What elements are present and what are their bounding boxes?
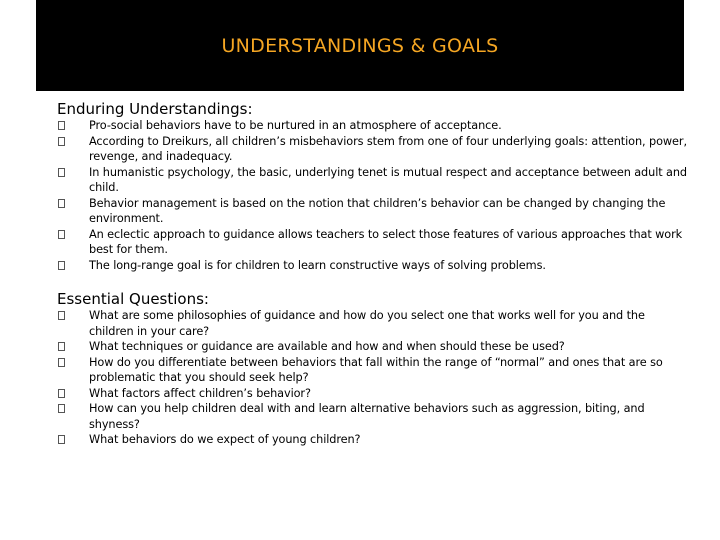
list-item: An eclectic approach to guidance allows teachers to select those features of various approaches that work best for them.	[57, 227, 687, 258]
bullet-icon	[58, 404, 65, 413]
bullet-icon	[58, 435, 65, 444]
essential-questions-heading: Essential Questions:	[57, 290, 209, 308]
bullet-icon	[58, 137, 65, 146]
list-item: What behaviors do we expect of young children?	[57, 432, 687, 448]
list-item: In humanistic psychology, the basic, underlying tenet is mutual respect and acceptance between adult and child.	[57, 165, 687, 196]
bullet-icon	[58, 389, 65, 398]
enduring-understandings-section	[57, 100, 687, 273]
list-item: Pro-social behaviors have to be nurtured in an atmosphere of acceptance.	[57, 118, 687, 134]
bullet-icon	[58, 311, 65, 320]
page-title: UNDERSTANDINGS & GOALS	[221, 34, 499, 57]
bullet-icon	[58, 342, 65, 351]
bullet-icon	[58, 121, 65, 130]
list-item: According to Dreikurs, all children’s misbehaviors stem from one of four underlying goals: attention, power, revenge, and inadequacy.	[57, 134, 687, 165]
list-item: What techniques or guidance are available and how and when should these be used?	[57, 339, 687, 355]
bullet-icon	[58, 168, 65, 177]
list-item: Behavior management is based on the notion that children’s behavior can be changed by changing the environment.	[57, 196, 687, 227]
essential-questions-section	[57, 290, 687, 448]
list-item: How can you help children deal with and learn alternative behaviors such as aggression, biting, and shyness?	[57, 401, 687, 432]
bullet-icon	[58, 261, 65, 270]
title-bar	[36, 0, 684, 91]
list-item: What are some philosophies of guidance and how do you select one that works well for you and the children in your care?	[57, 308, 687, 339]
bullet-icon	[58, 230, 65, 239]
list-item: The long-range goal is for children to learn constructive ways of solving problems.	[57, 258, 687, 274]
list-item: What factors affect children’s behavior?	[57, 386, 687, 402]
enduring-understandings-list	[57, 118, 687, 273]
bullet-icon	[58, 358, 65, 367]
essential-questions-list	[57, 308, 687, 448]
enduring-understandings-heading: Enduring Understandings:	[57, 100, 253, 118]
list-item: How do you differentiate between behaviors that fall within the range of “normal” and ones that are so problematic that you should seek help?	[57, 355, 687, 386]
bullet-icon	[58, 199, 65, 208]
